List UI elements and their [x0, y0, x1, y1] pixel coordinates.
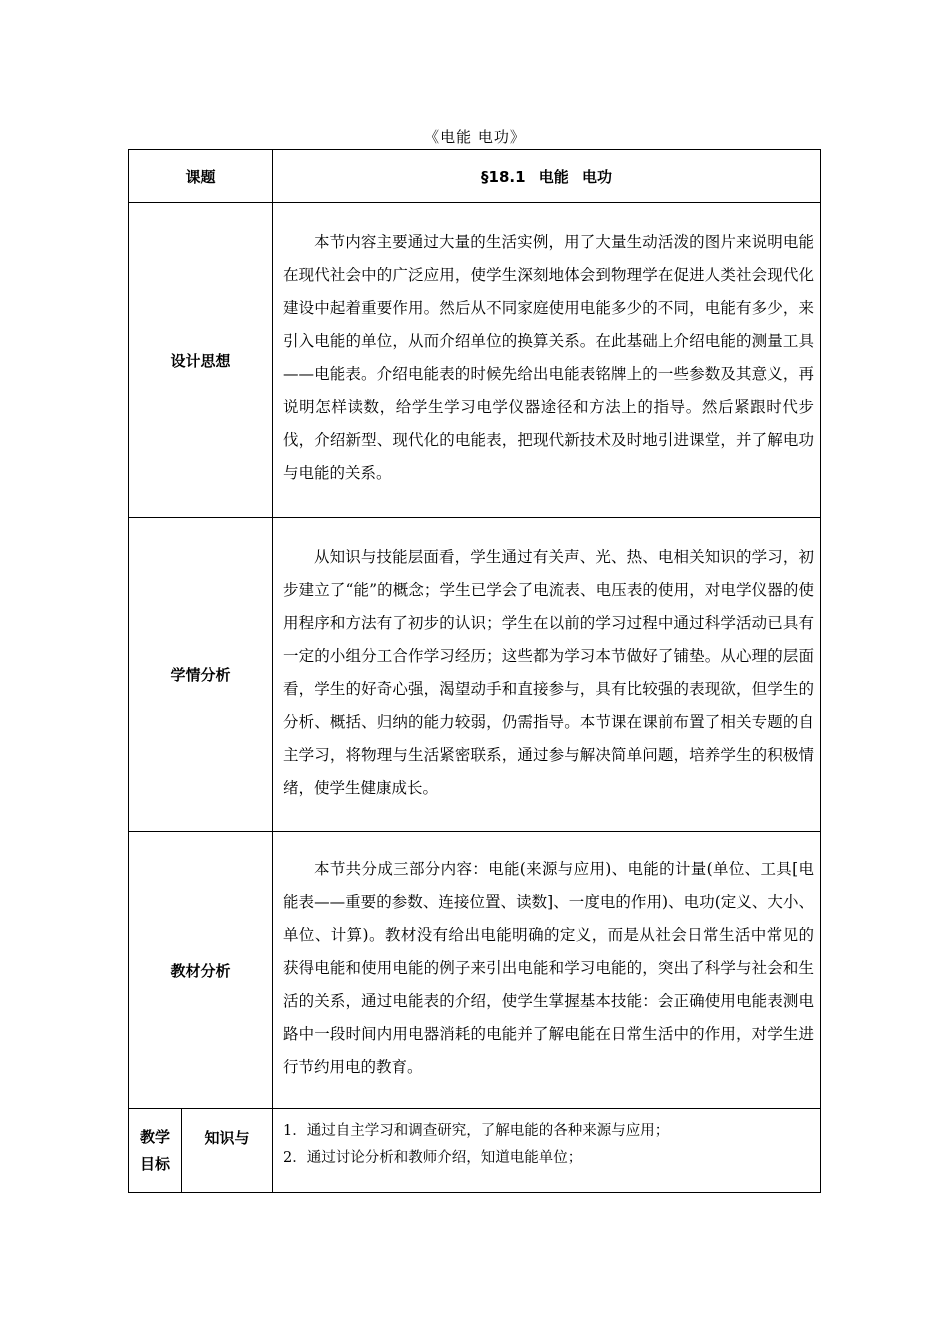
material-text: 本节共分成三部分内容：电能(来源与应用)、电能的计量(单位、工具[电能表——重要的参数、连接位置、读数]、一度电的作用)、电功(定义、大小、单位、计算)。教材没有给出电能明确的定义，而是从社会日常生活中常见的获得电能和使用电能的例子来引出电能和学习电能的，突出了科学与社会和生活的关系，通过电能表的介绍，使学生掌握基本技能：会正确使用电能表测电路中一段时间内用电器消耗的电能并了解电能在日常生活中的作用，对学生进行节约用电的教育。	[283, 859, 815, 1076]
design-label: 设计思想	[129, 203, 273, 518]
learner-label: 学情分析	[129, 518, 273, 832]
goals-label	[129, 1109, 182, 1193]
row-goals	[129, 1109, 821, 1193]
learner-cell	[273, 518, 821, 832]
topic-value: §18.1 电能 电功	[273, 150, 821, 203]
learner-text: 从知识与技能层面看，学生通过有关声、光、热、电相关知识的学习，初步建立了“能”的概念；学生已学会了电流表、电压表的使用，对电学仪器的使用程序和方法有了初步的认识；学生在以前的学习过程中通过科学活动已具有一定的小组分工合作学习经历；这些都为学习本节做好了铺垫。从心理的层面看，学生的好奇心强，渴望动手和直接参与，具有比较强的表现欲，但学生的分析、概括、归纳的能力较弱，仍需指导。本节课在课前布置了相关专题的自主学习，将物理与生活紧密联系，通过参与解决简单问题，培养学生的积极情绪，使学生健康成长。	[283, 547, 815, 797]
goals-sub-label: 知识与	[182, 1109, 273, 1193]
row-learner	[129, 518, 821, 832]
material-label: 教材分析	[129, 832, 273, 1109]
document-title: 《电能 电功》	[424, 128, 526, 146]
design-text: 本节内容主要通过大量的生活实例，用了大量生动活泼的图片来说明电能在现代社会中的广泛应用，使学生深刻地体会到物理学在促进人类社会现代化建设中起着重要作用。然后从不同家庭使用电能多少的不同，电能有多少，来引入电能的单位，从而介绍单位的换算关系。在此基础上介绍电能的测量工具——电能表。介绍电能表的时候先给出电能表铭牌上的一些参数及其意义，再说明怎样读数，给学生学习电学仪器途径和方法上的指导。然后紧跟时代步伐，介绍新型、现代化的电能表，把现代新技术及时地引进课堂，并了解电功与电能的关系。	[283, 233, 815, 482]
lesson-plan-table	[128, 149, 821, 1193]
goal-item: 1．通过自主学习和调查研究，了解电能的各种来源与应用；	[283, 1123, 670, 1139]
goals-label-line2: 目标	[139, 1154, 170, 1173]
design-cell	[273, 203, 821, 518]
goals-label-line1: 教学	[139, 1127, 170, 1146]
goal-item: 2．通过讨论分析和教师介绍，知道电能单位；	[283, 1150, 583, 1166]
row-design	[129, 203, 821, 518]
goals-list	[273, 1109, 821, 1193]
topic-label: 课题	[129, 150, 273, 203]
row-topic	[129, 150, 821, 203]
material-cell	[273, 832, 821, 1109]
row-material	[129, 832, 821, 1109]
